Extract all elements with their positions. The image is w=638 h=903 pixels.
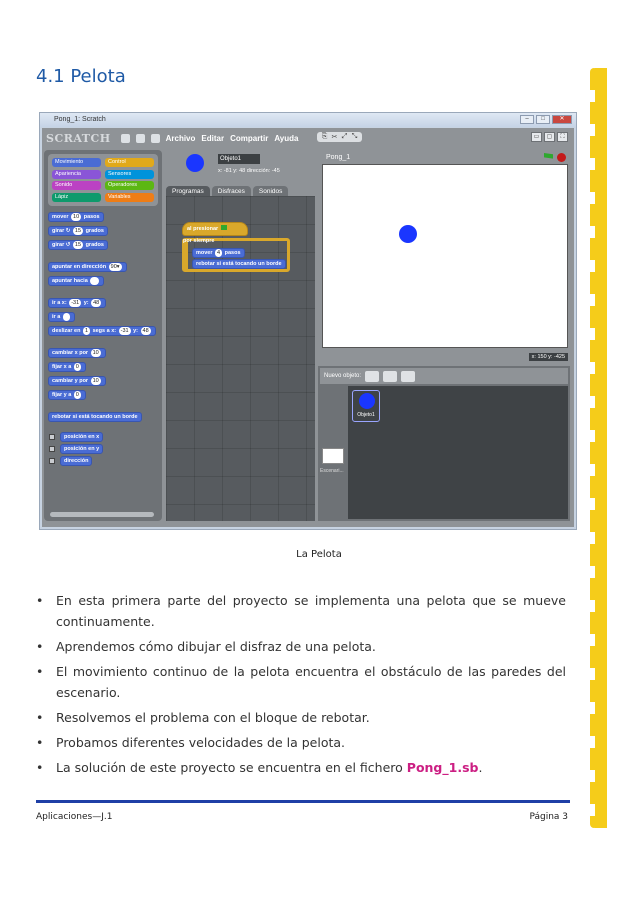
block-dropdown[interactable] [63, 313, 70, 321]
stamp-icon[interactable]: ⎘ [321, 133, 328, 140]
reporter-posicion-y[interactable] [60, 444, 103, 454]
block-input[interactable]: 15 [74, 228, 82, 234]
stage-status [318, 351, 570, 365]
block-girar-derecha[interactable] [48, 226, 108, 236]
category-sensores[interactable]: Sensores [105, 170, 154, 179]
block-label: mover [52, 214, 69, 220]
bullet-text: La solución de este proyecto se encuentra en el fichero [56, 760, 407, 775]
reporter-posicion-x[interactable] [60, 432, 103, 442]
block-label: ir a [52, 314, 61, 320]
ball-sprite[interactable] [399, 225, 417, 243]
bullet-item: • Probamos diferentes velocidades de la pelota. [36, 732, 566, 753]
block-label: fijar y a [52, 392, 72, 398]
menu-bar [42, 128, 574, 148]
category-variables[interactable]: Variables [105, 193, 154, 202]
block-label: y: [133, 328, 139, 334]
bullet-item: • En esta primera parte del proyecto se implementa una pelota que se mueve continuamente. [36, 590, 566, 632]
sprite-thumbnail-label: Objeto1 [357, 412, 375, 418]
palette-scrollbar[interactable] [50, 512, 154, 517]
new-sprite-bar [320, 368, 568, 384]
block-label: segs a x: [92, 328, 117, 334]
footer-left: Aplicaciones—J.1 [36, 812, 113, 822]
block-label: posición en y [64, 446, 100, 452]
file-name: Pong_1.sb [406, 760, 479, 775]
block-label: apuntar hacia [52, 278, 88, 284]
bullet-item [36, 757, 566, 778]
page-number: Página 3 [529, 812, 568, 822]
tab-programas[interactable]: Programas [166, 186, 210, 197]
shrink-icon[interactable]: ⤡ [351, 133, 358, 140]
block-input[interactable]: 0 [75, 364, 79, 370]
menu-editar[interactable]: Editar [201, 133, 225, 143]
category-control[interactable]: Control [105, 158, 154, 167]
new-sprite-label: Nuevo objeto: [324, 373, 362, 379]
blocks-palette [44, 150, 162, 521]
scratch-screenshot [39, 112, 577, 530]
block-girar-izquierda[interactable] [48, 240, 108, 250]
block-input[interactable]: 10 [92, 378, 99, 384]
reporter-checkbox[interactable] [49, 446, 55, 452]
stop-icon[interactable] [557, 153, 566, 162]
ball-thumbnail [359, 393, 375, 409]
save-icon[interactable] [136, 134, 145, 143]
share-icon[interactable] [151, 134, 160, 143]
block-label: girar ↻ [52, 228, 71, 234]
block-cambiar-y[interactable] [48, 376, 106, 386]
figure-caption: La Pelota [296, 549, 342, 560]
block-label: grados [85, 242, 104, 248]
footer-rule [36, 800, 570, 803]
mouse-coordinates: x: 150 y: -425 [529, 353, 568, 361]
forever-label: por siempre [183, 238, 215, 244]
block-label: cambiar x por [52, 350, 89, 356]
block-deslizar[interactable] [48, 326, 156, 336]
presentation-button[interactable]: ⛶ [557, 132, 568, 142]
decorative-yellow-bar [595, 68, 607, 828]
reporter-checkbox[interactable] [49, 458, 55, 464]
block-label: cambiar y por [52, 378, 89, 384]
scissors-icon[interactable]: ✂ [331, 134, 338, 141]
block-label: rebotar si está tocando un borde [52, 414, 138, 420]
category-movimiento[interactable]: Movimiento [52, 158, 101, 167]
bullet-item: • Resolvemos el problema con el bloque de rebotar. [36, 707, 566, 728]
sprite-info [166, 150, 314, 186]
block-label: y: [83, 300, 89, 306]
close-button[interactable]: ✕ [552, 115, 572, 124]
script-move-block[interactable] [192, 248, 245, 258]
maximize-button[interactable]: □ [536, 115, 550, 124]
block-rebotar[interactable] [48, 412, 142, 422]
menu-ayuda[interactable]: Ayuda [274, 133, 299, 143]
block-label: girar ↺ [52, 242, 71, 248]
window-title: Pong_1: Scratch [54, 116, 106, 123]
reporter-direccion[interactable] [60, 456, 92, 466]
bullet-item: • Aprendemos cómo dibujar el disfraz de una pelota. [36, 636, 566, 657]
section-heading: 4.1 Pelota [36, 66, 126, 87]
project-title: Pong_1 [326, 154, 351, 161]
category-sonido[interactable]: Sonido [52, 181, 101, 190]
block-label: grados [85, 228, 104, 234]
script-bounce-block[interactable] [192, 259, 286, 269]
window-titlebar [40, 113, 576, 127]
category-lapiz[interactable]: Lápiz [52, 193, 101, 202]
choose-sprite-button[interactable] [383, 371, 397, 382]
sprite-name-field[interactable]: Objeto1 [218, 154, 260, 164]
bullet-list [36, 590, 566, 782]
scratch-main [42, 148, 574, 527]
green-flag-icon [221, 225, 227, 230]
stage-thumbnail[interactable] [322, 448, 344, 464]
sprite-list [348, 386, 568, 519]
block-label: al presionar [187, 226, 219, 232]
green-flag-icon[interactable] [544, 153, 553, 161]
category-apariencia[interactable]: Apariencia [52, 170, 101, 179]
block-input[interactable]: 10 [92, 350, 99, 356]
scratch-logo: SCRATCH [46, 131, 111, 145]
block-label: deslizar en [52, 328, 81, 334]
block-fijar-x[interactable] [48, 362, 86, 372]
block-label: mover [196, 250, 213, 256]
block-input[interactable]: 1 [84, 328, 89, 334]
edit-tools [317, 132, 362, 142]
tab-sonidos[interactable]: Sonidos [253, 186, 289, 197]
block-label: pasos [83, 214, 100, 220]
block-input[interactable]: 10 [73, 214, 80, 220]
block-label: ir a x: [52, 300, 67, 306]
block-apuntar-direccion[interactable] [48, 262, 127, 272]
block-input[interactable]: 90▾ [110, 264, 120, 270]
sprite-thumbnail[interactable] [352, 390, 380, 422]
globe-icon[interactable] [121, 134, 130, 143]
block-label: fijar x a [52, 364, 72, 370]
block-label: posición en x [64, 434, 100, 440]
when-flag-clicked-block[interactable] [182, 222, 248, 236]
block-input[interactable]: 0 [75, 392, 79, 398]
grow-icon[interactable]: ⤢ [341, 133, 348, 140]
bullet-item: • El movimiento continuo de la pelota encuentra el obstáculo de las paredes del escenario. [36, 661, 566, 703]
motion-blocks [48, 212, 158, 505]
menu-compartir[interactable]: Compartir [230, 133, 269, 143]
reporter-checkbox[interactable] [49, 434, 55, 440]
sprite-coordinates: x: -81 y: 48 dirección: -45 [218, 168, 280, 174]
sprite-corral [318, 366, 570, 521]
normal-stage-button[interactable]: ▢ [544, 132, 555, 142]
stage-panel [318, 150, 570, 348]
block-input[interactable]: 48 [142, 328, 149, 334]
block-input[interactable]: -31 [120, 328, 129, 334]
block-cambiar-x[interactable] [48, 348, 106, 358]
stage-thumbnail-label: Escenari... [320, 468, 344, 474]
category-operadores[interactable]: Operadores [105, 181, 154, 190]
stage[interactable] [322, 164, 568, 348]
block-apuntar-hacia[interactable] [48, 276, 104, 286]
random-sprite-button[interactable] [401, 371, 415, 382]
block-input[interactable]: -31 [71, 300, 80, 306]
tab-disfraces[interactable]: Disfraces [212, 186, 251, 197]
block-fijar-y[interactable] [48, 390, 86, 400]
small-stage-button[interactable]: ▭ [531, 132, 542, 142]
block-label: rebotar si está tocando un borde [196, 261, 282, 267]
block-input[interactable]: 4 [217, 250, 221, 256]
block-label: dirección [64, 458, 89, 464]
block-input[interactable]: 48 [93, 300, 100, 306]
sprite-preview [186, 154, 204, 172]
block-ir-a-xy[interactable] [48, 298, 106, 308]
block-dropdown[interactable] [90, 277, 99, 285]
scripts-area[interactable] [166, 196, 315, 521]
paint-sprite-button[interactable] [365, 371, 379, 382]
menu-archivo[interactable]: Archivo [165, 133, 196, 143]
category-selector [48, 154, 158, 206]
minimize-button[interactable]: – [520, 115, 534, 124]
block-label: pasos [224, 250, 241, 256]
block-label: apuntar en dirección [52, 264, 107, 270]
block-ir-a[interactable] [48, 312, 75, 322]
block-mover[interactable] [48, 212, 104, 222]
block-input[interactable]: 15 [74, 242, 82, 248]
bullet-text: . [478, 760, 483, 775]
